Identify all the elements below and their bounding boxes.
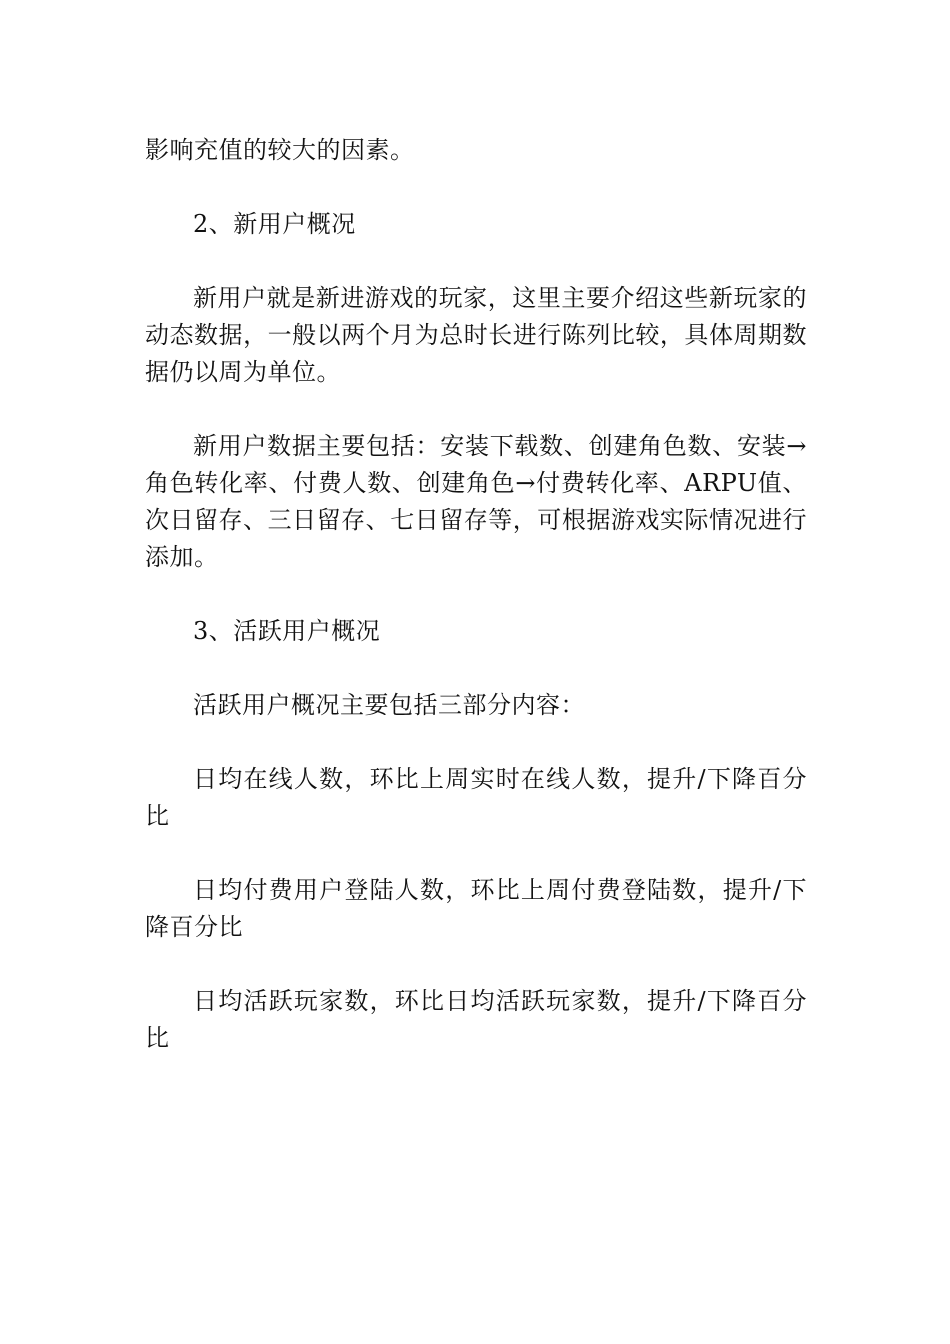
heading-new-users: 2、新用户概况 xyxy=(193,210,356,238)
heading-active-users: 3、活跃用户概况 xyxy=(193,617,381,645)
paragraph-new-users-intro: 新用户就是新进游戏的玩家，这里主要介绍这些新玩家的动态数据，一般以两个月为总时长进行陈列比较，具体周期数据仍以周为单位。 xyxy=(145,284,807,386)
paragraph-daily-online: 日均在线人数，环比上周实时在线人数，提升/下降百分比 xyxy=(145,765,807,830)
paragraph-daily-paying-logins: 日均付费用户登陆人数，环比上周付费登陆数，提升/下降百分比 xyxy=(145,876,807,941)
paragraph-recharge-factors: 影响充值的较大的因素。 xyxy=(145,136,415,164)
paragraph-active-users-intro: 活跃用户概况主要包括三部分内容： xyxy=(193,691,585,719)
paragraph-daily-active-players: 日均活跃玩家数，环比日均活跃玩家数，提升/下降百分比 xyxy=(145,987,807,1052)
paragraph-new-users-metrics: 新用户数据主要包括：安装下载数、创建角色数、安装→角色转化率、付费人数、创建角色→付费转化率、ARPU值、次日留存、三日留存、七日留存等，可根据游戏实际情况进行添加。 xyxy=(145,432,807,571)
document-body xyxy=(145,132,807,1094)
